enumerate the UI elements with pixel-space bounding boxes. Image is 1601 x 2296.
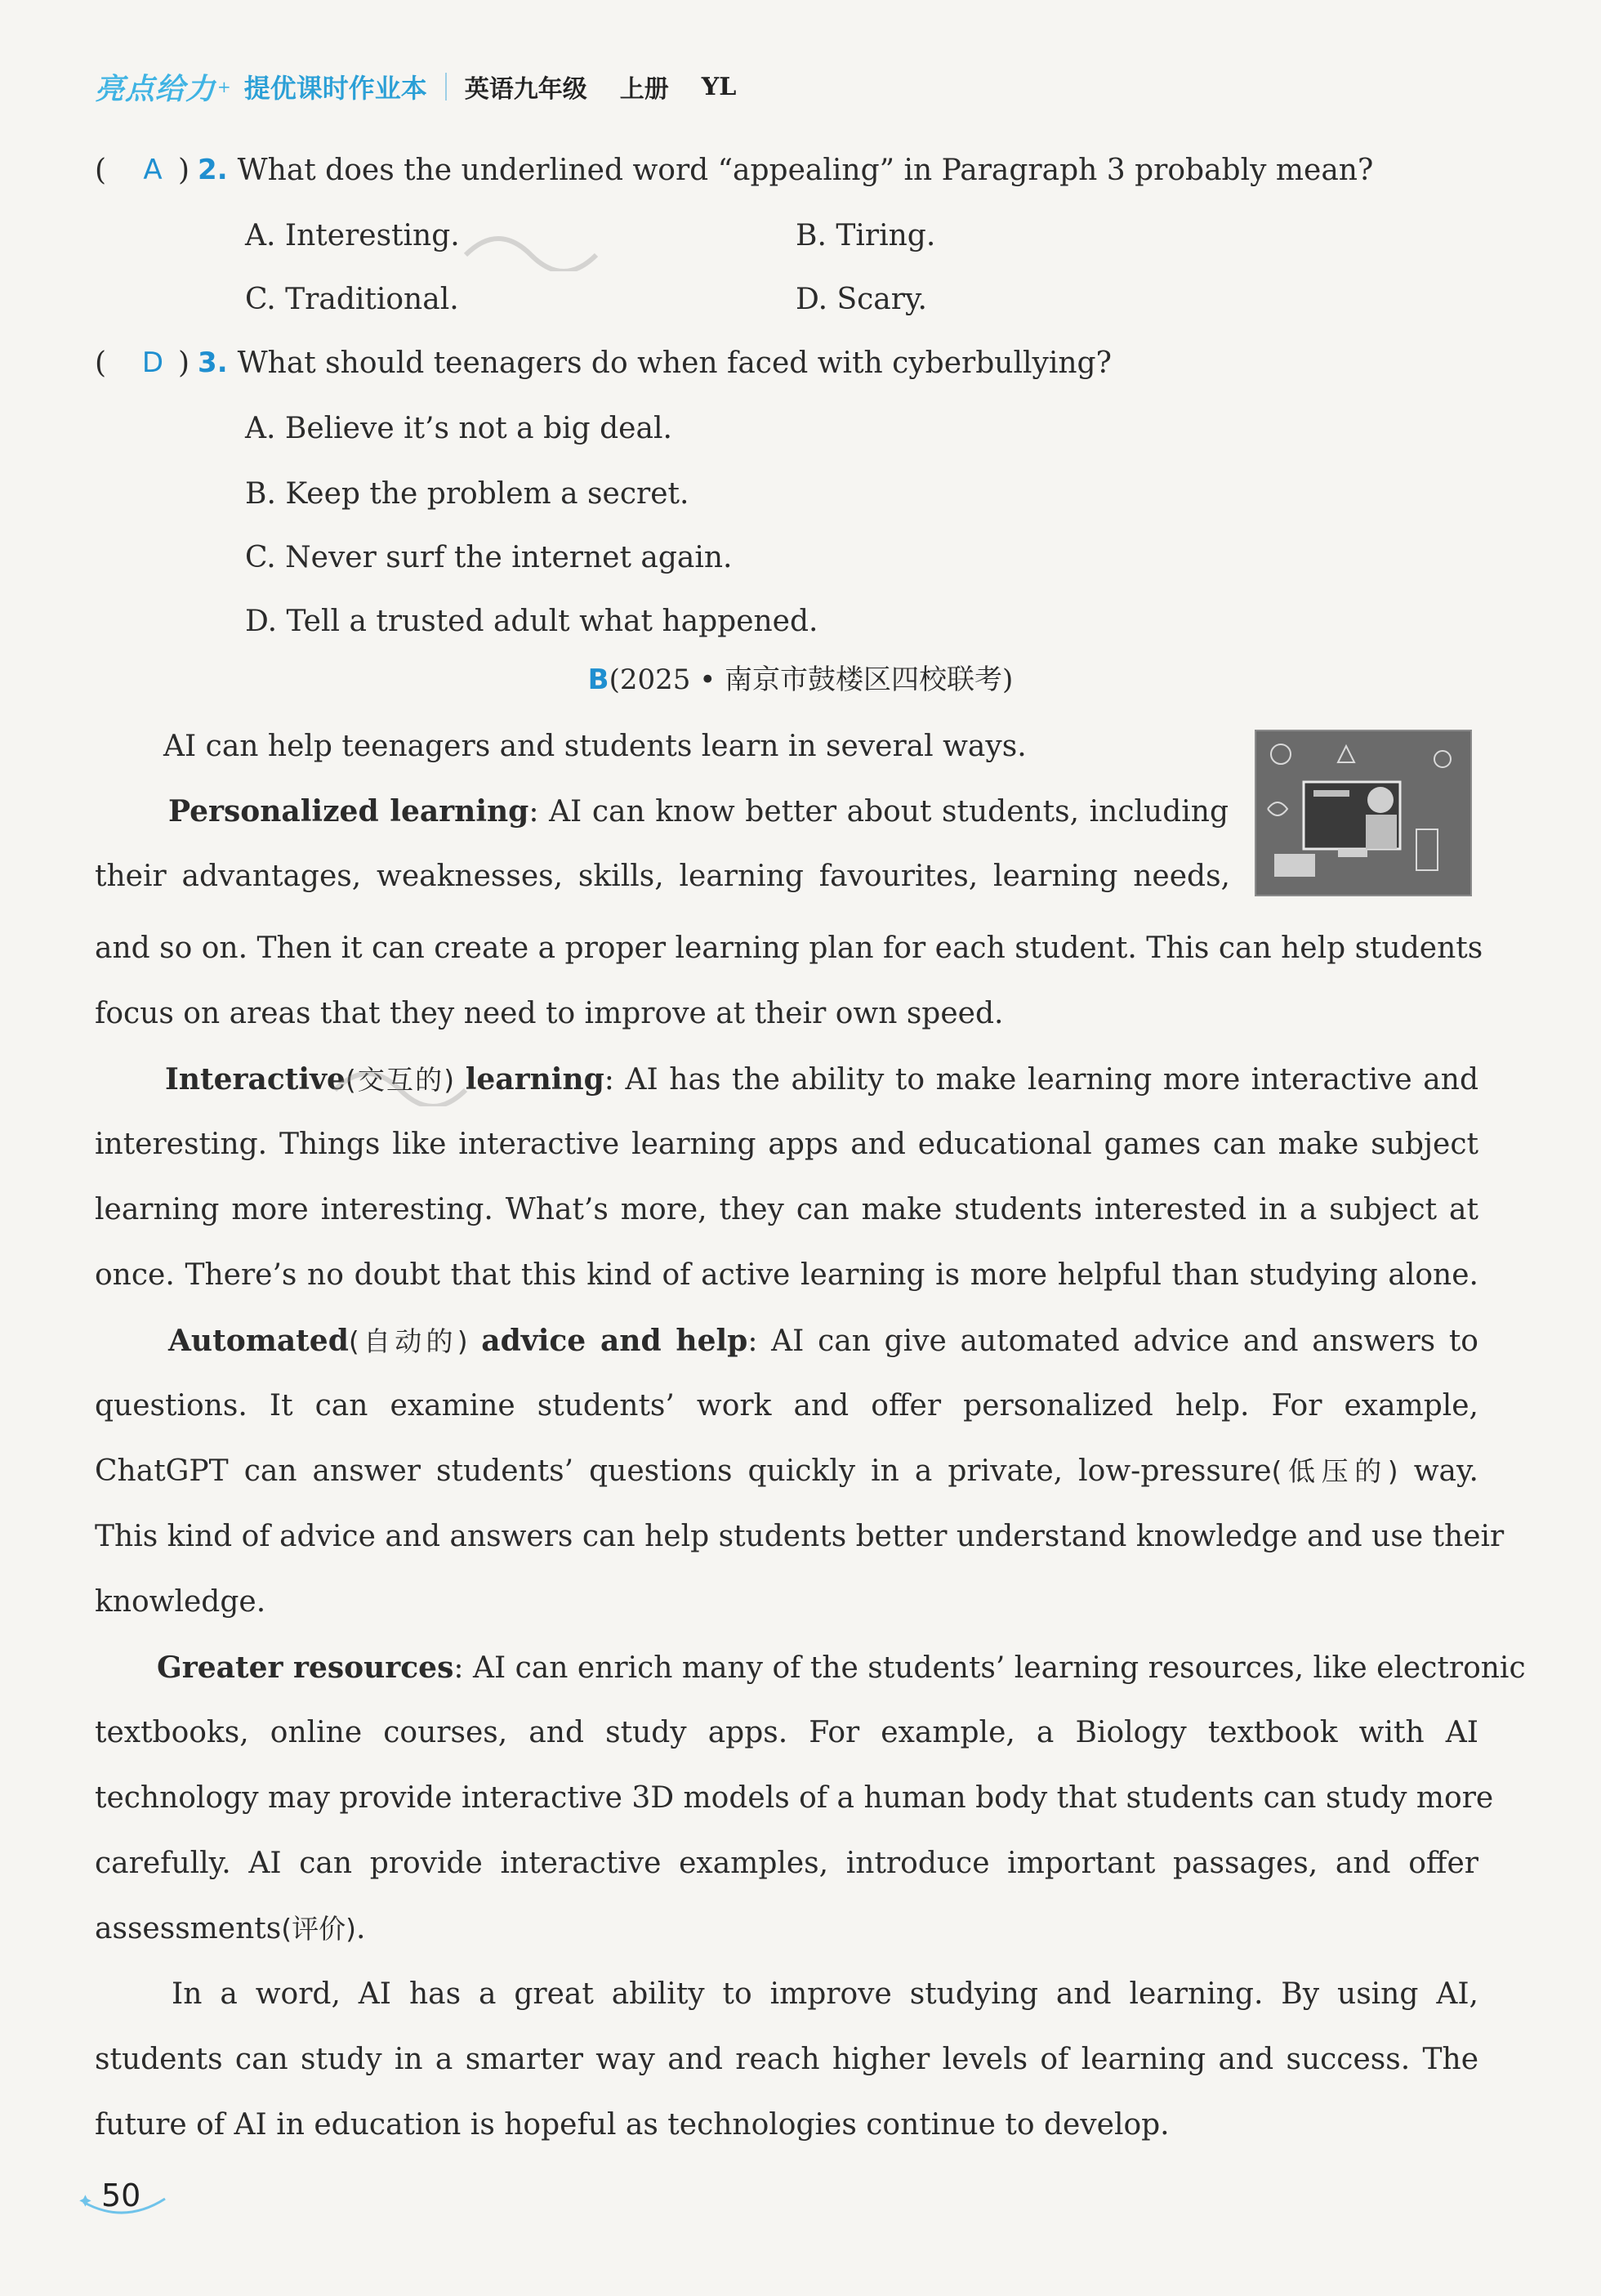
answer-2: A <box>143 154 163 186</box>
volume-label: 上册 <box>619 75 669 104</box>
p3-line-3-end: way. <box>1413 1454 1478 1488</box>
book-title: 英语九年级 <box>464 75 587 104</box>
option-3d: D. Tell a trusted adult what happened. <box>245 604 818 638</box>
p4-line-1 <box>157 1642 1526 1693</box>
p2-line-4: once. There’s no doubt that this kind of active learning is more helpful than studying alone. <box>95 1258 1478 1292</box>
p4-line-5-text: assessments <box>95 1912 282 1945</box>
watermark <box>327 1049 515 1116</box>
p4-line-5 <box>95 1904 365 1954</box>
p1-line-1 <box>168 786 1229 837</box>
page-header <box>95 64 736 109</box>
passage-intro: AI can help teenagers and students learn in several ways. <box>163 730 1027 763</box>
p2-heading-a: Interactive <box>165 1062 346 1097</box>
watermark <box>457 214 645 281</box>
page-number-block <box>95 2178 140 2213</box>
option-2c: C. Traditional. <box>245 282 459 316</box>
p5-line-3: future of AI in education is hopeful as technologies continue to develop. <box>95 2108 1170 2142</box>
p1-line-2: their advantages, weaknesses, skills, learning favourites, learning needs, <box>95 860 1230 893</box>
p2-text: AI has the ability to make learning more interactive and <box>625 1063 1478 1097</box>
question-stem: What should teenagers do when faced with cyberbullying? <box>237 346 1112 380</box>
option-3c: C. Never surf the internet again. <box>245 540 733 574</box>
p3-heading-a: Automated <box>168 1324 349 1358</box>
p3-line-2: questions. It can examine students’ work and offer personalized help. For example, <box>95 1389 1478 1423</box>
p1-text: AI can know better about students, including <box>549 795 1229 829</box>
header-divider <box>445 73 447 101</box>
p2-heading-b: learning <box>465 1062 604 1097</box>
p4-line-5-end: . <box>355 1912 366 1945</box>
p4-heading: Greater resources <box>157 1651 454 1685</box>
p2-line-3: learning more interesting. What’s more, they can make students interested in a subject at <box>95 1193 1478 1226</box>
section-heading <box>0 657 1601 697</box>
option-3b: B. Keep the problem a secret. <box>245 476 689 511</box>
series-title: 提优课时作业本 <box>243 73 427 104</box>
question-number: 3. <box>198 346 228 379</box>
p4-line-4: carefully. AI can provide interactive examples, introduce important passages, and offer <box>95 1847 1478 1880</box>
p5-line-1: In a word, AI has a great ability to improve studying and learning. By using AI, <box>172 1977 1478 2011</box>
question-3 <box>95 338 1112 387</box>
colon: : <box>604 1063 614 1097</box>
p3-line-5: knowledge. <box>95 1585 266 1619</box>
p2-line-2: interesting. Things like interactive learning apps and educational games can make subject <box>95 1128 1478 1161</box>
colon: : <box>747 1324 758 1358</box>
p4-line-5-gloss: (评价) <box>281 1913 356 1945</box>
p3-line-3-gloss: (低压的) <box>1271 1455 1398 1487</box>
option-2d: D. Scary. <box>796 282 927 316</box>
answer-paren-close: ) <box>178 153 190 187</box>
p3-text: AI can give automated advice and answers to <box>771 1324 1478 1358</box>
answer-paren-open: ( <box>95 153 107 187</box>
p3-line-3-text: ChatGPT can answer students’ questions quickly in a private, low-pressure <box>95 1454 1272 1488</box>
p1-heading: Personalized learning <box>168 794 529 829</box>
brand-logo: 亮点给力 <box>95 72 216 106</box>
option-2b: B. Tiring. <box>796 218 936 252</box>
p4-text: AI can enrich many of the students’ learning resources, like electronic <box>472 1651 1526 1685</box>
option-3a: A. Believe it’s not a big deal. <box>245 411 672 445</box>
ai-teacher-icon <box>1256 731 1470 895</box>
answer-3: D <box>141 346 164 379</box>
p1-line-3: and so on. Then it can create a proper learning plan for each student. This can help students <box>95 931 1483 965</box>
question-stem: What does the underlined word “appealing” in Paragraph 3 probably mean? <box>237 153 1374 187</box>
option-2a: A. Interesting. <box>245 218 460 252</box>
edition-label: YL <box>701 72 737 101</box>
p1-line-4: focus on areas that they need to improve at their own speed. <box>95 997 1004 1030</box>
watermark-icon <box>457 214 645 271</box>
page-swoosh-icon <box>78 2174 168 2215</box>
answer-paren-open: ( <box>95 346 107 380</box>
p4-line-3: technology may provide interactive 3D models of a human body that students can study more <box>95 1781 1494 1815</box>
p3-line-3 <box>95 1446 1478 1497</box>
p3-line-1 <box>168 1316 1478 1366</box>
illustration-ai-teacher <box>1255 730 1472 896</box>
p4-line-2: textbooks, online courses, and study apps. For example, a Biology textbook with AI <box>95 1716 1478 1749</box>
page-number: 50 <box>101 2178 141 2213</box>
brand-mark: + <box>217 77 231 96</box>
question-2 <box>95 145 1373 194</box>
p3-line-4: This kind of advice and answers can help students better understand knowledge and use their <box>95 1520 1505 1553</box>
p5-line-2: students can study in a smarter way and reach higher levels of learning and success. The <box>95 2043 1478 2076</box>
colon: : <box>528 795 539 829</box>
section-letter: B <box>587 663 609 696</box>
watermark-icon <box>327 1049 515 1106</box>
question-number: 2. <box>198 154 228 186</box>
section-source: (2025 • 南京市鼓楼区四校联考) <box>609 663 1014 696</box>
p3-heading-b: advice and help <box>481 1324 748 1358</box>
colon: : <box>453 1651 464 1685</box>
answer-paren-close: ) <box>178 346 190 380</box>
p2-gloss: (交互的) <box>345 1064 455 1096</box>
p3-gloss: (自动的) <box>348 1325 468 1357</box>
